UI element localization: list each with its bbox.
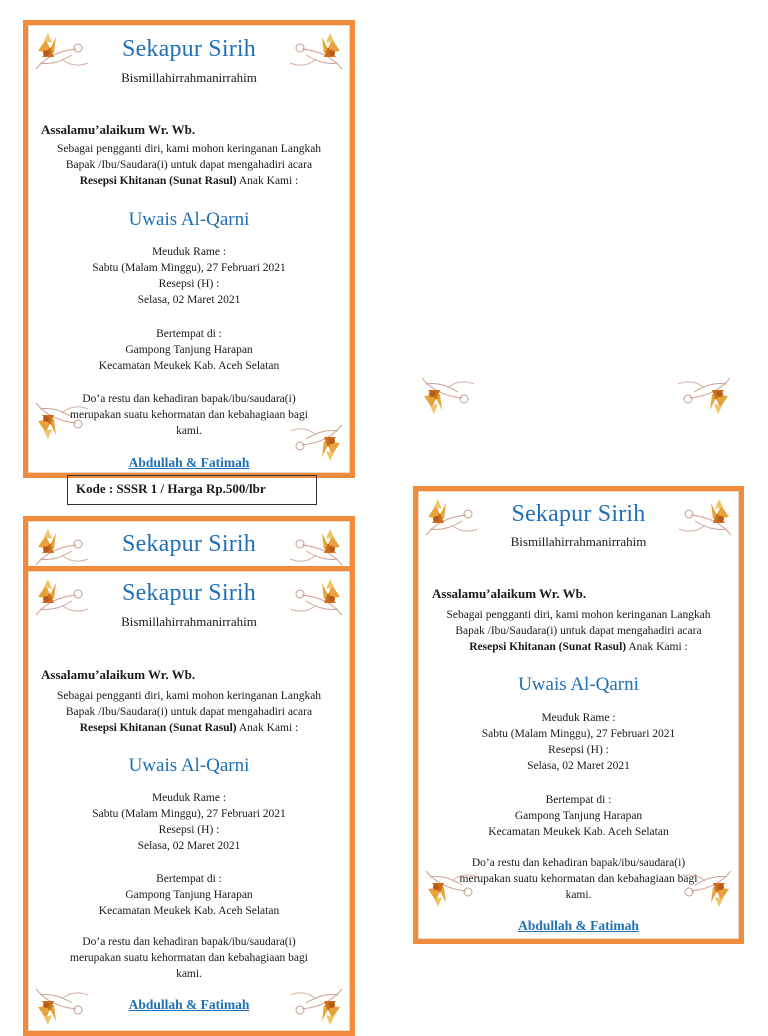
intro-text: Sebagai pengganti diri, kami mohon keringanan Langkah Bapak /Ibu/Saudara(i) untuk dapat mengahadiri acara Resepsi Khitanan (Sunat Rasul) Anak Kami :: [56, 143, 322, 187]
bismillah-text: Bismillahirrahmanirrahim: [121, 70, 257, 85]
card-title: Sekapur Sirih: [122, 580, 256, 606]
schedule-text: Meuduk Rame : Sabtu (Malam Minggu), 27 Februari 2021 Resepsi (H) : Selasa, 02 Maret 2021: [92, 246, 286, 306]
card-title: Sekapur Sirih: [511, 501, 646, 527]
intro-text: Sebagai pengganti diri, kami mohon keringanan Langkah Bapak /Ibu/Saudara(i) untuk dapat mengahadiri acara Resepsi Khitanan (Sunat Rasul) Anak Kami :: [56, 690, 322, 734]
closing-text: Do’a restu dan kehadiran bapak/ibu/saudara(i) merupakan suatu kehormatan dan kebahagiaan bagi kami.: [70, 936, 308, 980]
signature-names: Abdullah & Fatimah: [518, 918, 639, 933]
invitation-card-3: [23, 566, 355, 1036]
venue-text: Bertempat di : Gampong Tanjung Harapan Kecamatan Meukek Kab. Aceh Selatan: [488, 794, 669, 838]
child-name: Uwais Al-Qarni: [128, 209, 250, 230]
salam-text: Assalamu’alaikum Wr. Wb.: [41, 667, 196, 682]
closing-text: Do’a restu dan kehadiran bapak/ibu/saudara(i) merupakan suatu kehormatan dan kebahagiaan bagi kami.: [459, 857, 698, 901]
child-name: Uwais Al-Qarni: [518, 674, 639, 695]
bismillah-text: Bismillahirrahmanirrahim: [121, 614, 257, 629]
intro-text: Sebagai pengganti diri, kami mohon keringanan Langkah Bapak /Ibu/Saudara(i) untuk dapat mengahadiri acara Resepsi Khitanan (Sunat Rasul) Anak Kami :: [446, 609, 711, 653]
product-code-label: Kode : SSSR 1 / Harga Rp.500/lbr: [67, 475, 317, 505]
closing-text: Do’a restu dan kehadiran bapak/ibu/saudara(i) merupakan suatu kehormatan dan kebahagiaan bagi kami.: [70, 393, 308, 437]
schedule-text: Meuduk Rame : Sabtu (Malam Minggu), 27 Februari 2021 Resepsi (H) : Selasa, 02 Maret 2021: [92, 792, 286, 852]
signature-names: Abdullah & Fatimah: [128, 997, 250, 1012]
salam-text: Assalamu’alaikum Wr. Wb.: [432, 586, 587, 601]
invitation-card-4: [413, 486, 744, 944]
floral-decoration-icon: [672, 368, 736, 418]
child-name: Uwais Al-Qarni: [128, 755, 250, 776]
signature-names: Abdullah & Fatimah: [128, 455, 250, 470]
invitation-card-1: [23, 20, 355, 478]
schedule-text: Meuduk Rame : Sabtu (Malam Minggu), 27 Februari 2021 Resepsi (H) : Selasa, 02 Maret 2021: [481, 712, 676, 772]
card-title: Sekapur Sirih: [122, 36, 256, 62]
salam-text: Assalamu’alaikum Wr. Wb.: [41, 122, 196, 137]
venue-text: Bertempat di : Gampong Tanjung Harapan Kecamatan Meukek Kab. Aceh Selatan: [98, 328, 280, 372]
venue-text: Bertempat di : Gampong Tanjung Harapan Kecamatan Meukek Kab. Aceh Selatan: [98, 873, 280, 917]
floral-decoration-icon: [416, 368, 480, 418]
bismillah-text: Bismillahirrahmanirrahim: [510, 534, 647, 549]
card-title: Sekapur Sirih: [122, 531, 256, 557]
